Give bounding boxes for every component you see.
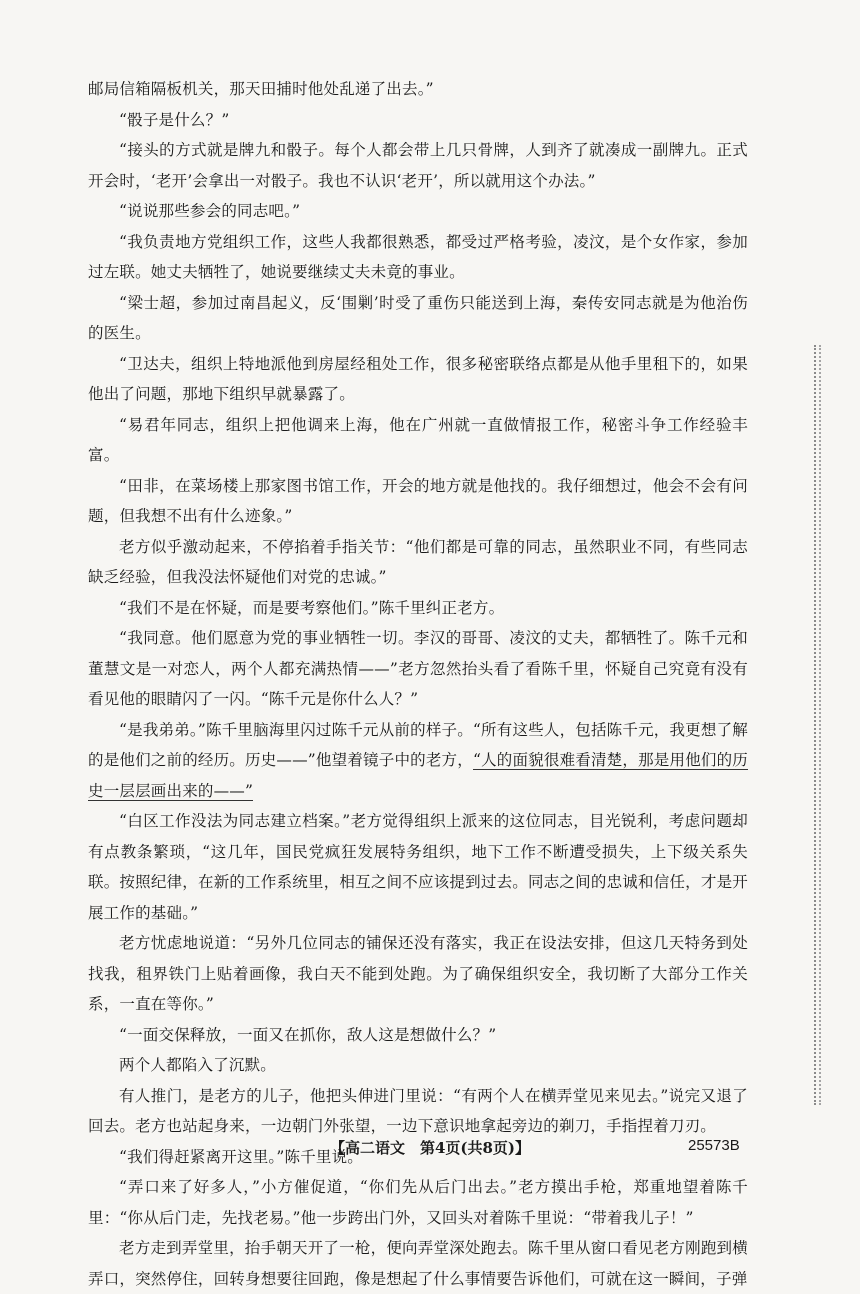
paragraph-text: “弄口来了好多人，”小方催促道，“你们先从后门出去。”老方摸出手枪，郑重地望着陈千里：“你从后门走，先找老易。”他一步跨出门外，又回头对着陈千里说：“带着我儿子！” bbox=[88, 1178, 748, 1227]
page-number-label: 【高二语文 第4页(共8页)】 bbox=[329, 1139, 531, 1157]
paragraph bbox=[88, 1020, 748, 1051]
paragraph bbox=[88, 1233, 748, 1294]
paragraph-text: “说说那些参会的同志吧。” bbox=[119, 202, 301, 220]
paragraph bbox=[88, 74, 748, 105]
paragraph-text: “白区工作没法为同志建立档案。”老方觉得组织上派来的这位同志，目光锐利，考虑问题却有点教条繁琐，“这几年，国民党疯狂发展特务组织，地下工作不断遭受损失，上下级关系失联。按照纪律，在新的工作系统里，相互之间不应该提到过去。同志之间的忠诚和信任，才是开展工作的基础。” bbox=[88, 812, 748, 922]
paragraph bbox=[88, 806, 748, 928]
paragraph-text: “我们不是在怀疑，而是要考察他们。”陈千里纠正老方。 bbox=[119, 598, 505, 617]
paragraph-text: 两个人都陷入了沉默。 bbox=[119, 1056, 277, 1074]
binding-dotted-line bbox=[814, 345, 824, 1105]
paragraph bbox=[88, 1172, 748, 1233]
article-body bbox=[88, 74, 748, 1294]
paragraph bbox=[88, 288, 748, 349]
paragraph-text: “接头的方式就是牌九和骰子。每个人都会带上几只骨牌，人到齐了就凑成一副牌九。正式开会时，‘老开’会拿出一对骰子。我也不认识‘老开’，所以就用这个办法。” bbox=[88, 141, 748, 190]
paragraph-text: 有人推门，是老方的儿子，他把头伸进门里说：“有两个人在横弄堂见来见去。”说完又退了回去。老方也站起身来，一边朝门外张望，一边下意识地拿起旁边的剃刀，手指捏着刀刃。 bbox=[88, 1086, 748, 1135]
underlined-sentence: “人的面貌很难看清楚，那是用他们的历史一层层画出来的——” bbox=[88, 751, 748, 800]
paragraph-text: “一面交保释放，一面又在抓你，敌人这是想做什么？” bbox=[119, 1025, 497, 1044]
paragraph-text: 老方走到弄堂里，抬手朝天开了一枪，便向弄堂深处跑去。陈千里从窗口看见老方刚跑到横弄口，突然停住，回转身想要往回跑，像是想起了什么事情要告诉他们，可就在这一瞬间，子弹 bbox=[88, 1239, 748, 1288]
paragraph-text: “我负责地方党组织工作，这些人我都很熟悉，都受过严格考验，凌汶，是个女作家，参加过左联。她丈夫牺牲了，她说要继续丈夫未竟的事业。 bbox=[88, 232, 748, 281]
paragraph-text: “我们得赶紧离开这里。”陈千里说。 bbox=[119, 1147, 363, 1166]
paragraph bbox=[88, 471, 748, 532]
page-footer bbox=[0, 1137, 860, 1161]
paragraph bbox=[88, 1050, 748, 1081]
paragraph bbox=[88, 196, 748, 227]
paragraph bbox=[88, 593, 748, 624]
paragraph bbox=[88, 928, 748, 1020]
paragraph bbox=[88, 349, 748, 410]
paragraph bbox=[88, 623, 748, 715]
paragraph bbox=[88, 532, 748, 593]
paragraph-text: 老方似乎激动起来，不停掐着手指关节：“他们都是可靠的同志，虽然职业不同，有些同志缺乏经验，但我没法怀疑他们对党的忠诚。” bbox=[88, 537, 748, 586]
paragraph bbox=[88, 135, 748, 196]
paragraph-text: 老方忧虑地说道：“另外几位同志的铺保还没有落实，我正在设法安排，但这几天特务到处找我，租界铁门上贴着画像，我白天不能到处跑。为了确保组织安全，我切断了大部分工作关系，一直在等你。” bbox=[88, 934, 748, 1013]
paragraph bbox=[88, 410, 748, 471]
paragraph bbox=[88, 227, 748, 288]
exam-code: 25573B bbox=[688, 1137, 740, 1154]
paragraph-text: “易君年同志，组织上把他调来上海，他在广州就一直做情报工作，秘密斗争工作经验丰富。 bbox=[88, 415, 748, 464]
paragraph-text: “我同意。他们愿意为党的事业牺牲一切。李汉的哥哥、凌汶的丈夫，都牺牲了。陈千元和董慧文是一对恋人，两个人都充满热情——”老方忽然抬头看了看陈千里，怀疑自己究竟有没有看见他的眼睛闪了一闪。“陈千元是你什么人？” bbox=[88, 629, 748, 708]
paragraph-text: 邮局信箱隔板机关，那天田捕时他处乱递了出去。” bbox=[88, 80, 434, 98]
paragraph-text: “骰子是什么？” bbox=[119, 110, 230, 129]
paragraph bbox=[88, 105, 748, 136]
paragraph-text: “梁士超，参加过南昌起义，反‘围剿’时受了重伤只能送到上海，秦传安同志就是为他治伤的医生。 bbox=[88, 293, 748, 342]
paragraph bbox=[88, 1081, 748, 1142]
paragraph-text: “卫达夫，组织上特地派他到房屋经租处工作，很多秘密联络点都是从他手里租下的，如果他出了问题，那地下组织早就暴露了。 bbox=[88, 354, 748, 403]
paragraph-text: “田非，在菜场楼上那家图书馆工作，开会的地方就是他找的。我仔细想过，他会不会有问题，但我想不出有什么迹象。” bbox=[88, 476, 748, 525]
paragraph-text: “是我弟弟。”陈千里脑海里闪过陈千元从前的样子。“所有这些人，包括陈千元，我更想了解的是他们之前的经历。历史——”他望着镜子中的老方， bbox=[88, 720, 748, 769]
paragraph bbox=[88, 715, 748, 807]
